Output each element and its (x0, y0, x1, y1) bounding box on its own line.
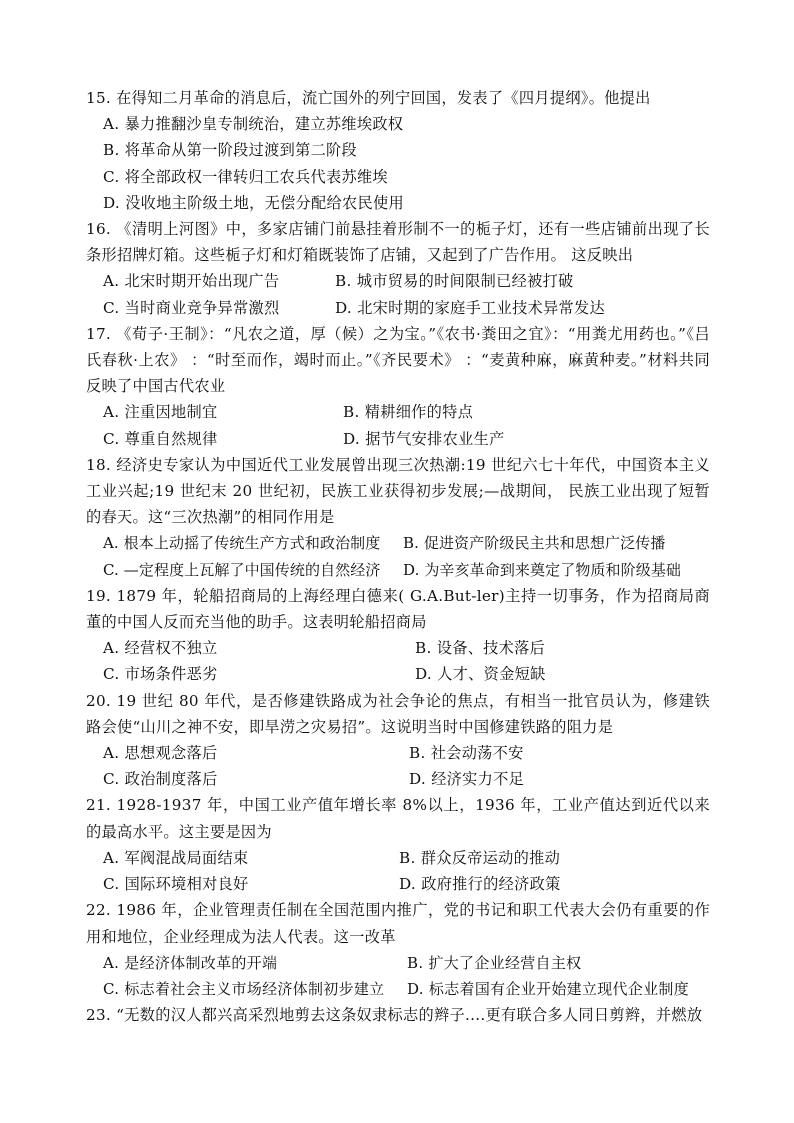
question-stem: 22. 1986 年，企业管理责任制在全国范围内推广，党的书记和职工代表大会仍有重要的作用和地位，企业经理成为法人代表。这一改革 (86, 901, 710, 946)
question-stem: 17. 《荀子·王制》：“凡农之道，厚（候）之为宝。”《农书·粪田之宜》：“用粪尤用药也。”《吕氏春秋·上农》 ：“时至而作，竭时而止。”《齐民要术》 ：“麦黄种麻，麻黄种麦。”材料共同反映了中国古代农业 (86, 324, 710, 396)
question-stem: 23. “无数的汉人都兴高采烈地剪去这条奴隶标志的辫子....更有联合多人同日剪辫，并燃放 (86, 1006, 703, 1025)
option-d: D. 据节气安排农业生产 (343, 429, 505, 448)
option-b: B. 群众反帝运动的推动 (399, 848, 561, 867)
option-b: B. 精耕细作的特点 (343, 403, 474, 422)
option-c: C. —定程度上瓦解了中国传统的自然经济 (103, 560, 381, 579)
option-a: A. 暴力推翻沙皇专制统治，建立苏维埃政权 (103, 115, 404, 134)
option-d: D. 没收地主阶级土地，无偿分配给农民使用 (103, 193, 404, 212)
option-a: A. 经营权不独立 (103, 639, 218, 658)
question-stem: 16. 《清明上河图》中，多家店铺门前悬挂着形制不一的栀子灯，还有一些店铺前出现了长条形招牌灯箱。这些栀子灯和灯箱既装饰了店铺，又起到了广告作用。 这反映出 (86, 220, 710, 265)
option-c: C. 市场条件恶劣 (103, 665, 218, 684)
question-stem: 15. 在得知二月革命的消息后，流亡国外的列宁回国，发表了《四月提纲》。他提出 (86, 89, 651, 107)
question-stem: 18. 经济史专家认为中国近代工业发展曾出现三次热潮:19 世纪六七十年代，中国资本主义工业兴起;19 世纪末 20 世纪初，民族工业获得初步发展;—战期间， 民族工业出现了短暂的春天。这“三次热潮”的相同作用是 (86, 455, 710, 527)
option-d: D. 人才、资金短缺 (415, 665, 546, 684)
option-d: D. 政府推行的经济政策 (399, 875, 561, 894)
option-c: C. 政治制度落后 (103, 770, 218, 789)
option-c: C. 国际环境相对良好 (103, 875, 249, 894)
question-stem: 20. 19 世纪 80 年代，是否修建铁路成为社会争论的焦点，有相当一批官员认为，修建铁路会使“山川之神不安，即旱涝之灾易招”。这说明当时中国修建铁路的阻力是 (86, 691, 710, 736)
question-list (86, 85, 710, 1028)
option-d: D. 经济实力不足 (409, 770, 525, 789)
options (86, 530, 710, 582)
option-c: C. 尊重自然规律 (103, 429, 218, 448)
option-a: A. 思想观念落后 (103, 744, 218, 763)
option-b: B. 城市贸易的时间限制已经被打破 (335, 272, 574, 291)
option-b: B. 设备、技术落后 (415, 639, 546, 658)
option-a: A. 北宋时期开始出现广告 (103, 272, 280, 291)
question-16 (86, 216, 710, 321)
option-b: B. 社会动荡不安 (409, 744, 524, 763)
option-b: B. 扩大了企业经营自主权 (407, 953, 582, 972)
options (86, 635, 710, 687)
option-a: A. 根本上动摇了传统生产方式和政治制度 (103, 534, 381, 553)
option-a: A. 注重因地制宜 (103, 403, 218, 422)
question-stem: 19. 1879 年，轮船招商局的上海经理白德来( G.A.But-ler)主持一切事务，作为招商局商董的中国人反而充当他的助手。这表明轮船招商局 (86, 586, 710, 632)
question-15 (86, 85, 710, 216)
option-c: C. 标志着社会主义市场经济体制初步建立 (103, 979, 385, 998)
question-stem: 21. 1928-1937 年，中国工业产值年增长率 8%以上，1936 年，工业产值达到近代以来的最高水平。这主要是因为 (86, 796, 710, 841)
options (86, 950, 710, 1002)
question-21 (86, 792, 710, 897)
option-c: C. 将全部政权一律转归工农兵代表苏维埃 (103, 167, 388, 186)
options (86, 399, 710, 451)
option-b: B. 将革命从第一阶段过渡到第二阶段 (103, 141, 358, 160)
options (86, 111, 710, 216)
options (86, 845, 710, 897)
option-a: A. 是经济体制改革的开端 (103, 953, 278, 972)
option-d: D. 标志着国有企业开始建立现代企业制度 (407, 979, 690, 998)
question-20 (86, 688, 710, 793)
option-d: D. 为辛亥革命到来奠定了物质和阶级基础 (403, 560, 682, 579)
options (86, 740, 710, 792)
option-c: C. 当时商业竞争异常激烈 (103, 298, 280, 317)
question-18 (86, 452, 710, 583)
options (86, 268, 710, 320)
option-d: D. 北宋时期的家庭手工业技术异常发达 (335, 298, 605, 317)
question-23 (86, 1002, 710, 1028)
option-a: A. 军阀混战局面结束 (103, 848, 249, 867)
question-17 (86, 321, 710, 452)
option-b: B. 促进资产阶级民主共和思想广泛传播 (403, 534, 666, 553)
question-22 (86, 897, 710, 1002)
question-19 (86, 583, 710, 688)
